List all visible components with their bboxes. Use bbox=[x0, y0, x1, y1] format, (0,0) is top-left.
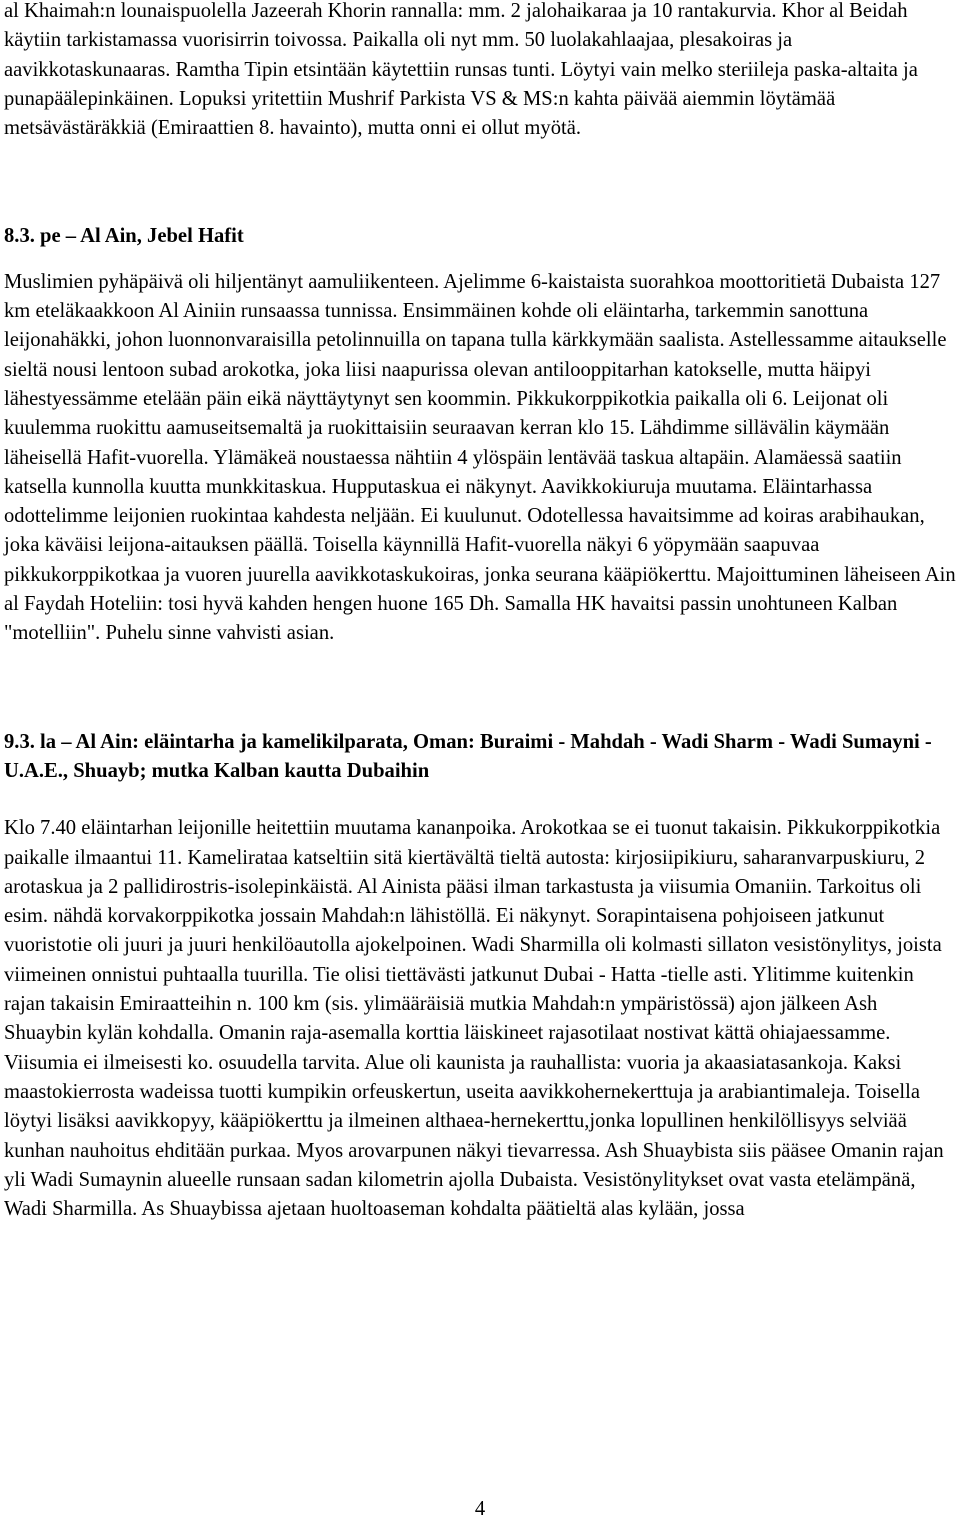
section-body-9-3: Klo 7.40 eläintarhan leijonille heitettiin muutama kananpoika. Arokotkaa se ei tuonut takaisin. Pikkukorppikotkia paikalle ilmaantui 11. Kamelirataa katseltiin sitä kiertävältä tieltä autosta: kirjosiipikiuru, saharanvarpuskiuru, 2 arotaskua ja 2 pallidirostris-isolepinkäistä. Al Ainista pääsi ilman tarkastusta ja viisumia Omaniin. Tarkoitus oli esim. nähdä korvakorppikotka jossain Mahdah:n lähistöllä. Ei näkynyt. Sorapintaisena pohjoiseen jatkunut vuoristotie oli juuri ja juuri henkilöautolla ajokelpoinen. Wadi Sharmilla oli kolmasti sillaton vesistönylitys, joista viimeinen onnistui puhtaalla tuurilla. Tie olisi tiettävästi jatkunut Dubai - Hatta -tielle asti. Ylitimme kuitenkin rajan takaisin Emiraatteihin n. 100 km (sis. ylimääräisiä mutkia Mahdah:n ympäristössä) ajon jälkeen Ash Shuaybin kylän kohdalla. Omanin raja-asemalla korttia läiskineet rajasotilaat nostivat kättä ohiajaessamme. Viisumia ei ilmeisesti ko. osuudella tarvita. Alue oli kaunista ja rauhallista: vuoria ja akaasiatasankoja. Kaksi maastokierrosta wadeissa tuotti kumpikin orfeuskertun, useita aavikkohernekerttuja ja arabiantimaleja. Toisella löytyi lisäksi aavikkopyy, kääpiökerttu ja ilmeinen althaea-hernekerttu,jonka lopullinen henkilöllisyys selviää kunhan nauhoitus ehditään purkaa. Myos arovarpunen näkyi tievarressa. Ash Shuaybista siis pääsee Omanin rajan yli Wadi Sumaynin alueelle runsaan sadan kilometrin ajolla Dubaista. Vesistönylitykset ovat vasta etelämpänä, Wadi Sharmilla. As Shuaybissa ajetaan huoltoaseman kohdalta päätieltä alas kylään, jossa bbox=[4, 817, 944, 1221]
intro-paragraph: al Khaimah:n lounaispuolella Jazeerah Khorin rannalla: mm. 2 jalohaikaraa ja 10 rantakurvia. Khor al Beidah käytiin tarkistamassa vuorisirrin toivossa. Paikalla oli nyt mm. 50 luolakahlaajaa, plesakoiras ja aavikkotaskunaaras. Ramtha Tipin etsintään käytettiin runsas tunti. Löytyi vain melko steriileja paska-altaita ja punapäälepinkäinen. Lopuksi yritettiin Mushrif Parkista VS & MS:n kahta päivää aiemmin löytämää metsävästäräkkiä (Emiraattien 8. havainto), mutta onni ei ollut myötä. bbox=[4, 0, 918, 140]
section-body-8-3: Muslimien pyhäpäivä oli hiljentänyt aamuliikenteen. Ajelimme 6-kaistaista suorahkoa moottoritietä Dubaista 127 km eteläkaakkoon Al Ainiin runsaassa tunnissa. Ensimmäinen kohde oli eläintarha, tarkemmin sanottuna leijonahäkki, johon luonnonvaraisilla petolinnuilla on tapana tulla kärkkymään saalista. Astellessamme aitaukselle sieltä nousi lentoon subad arokotka, joka liisi naapurissa olevan antilooppitarhan katokselle, mutta häipyi lähestyessämme etelään päin eikä näyttäytynyt sen koommin. Pikkukorppikotkia paikalla oli 6. Leijonat oli kuulemma ruokittu aamuseitsemaltä ja ruokittaisiin seuraavan kerran klo 15. Lähdimme sillävälin käymään läheisellä Hafit-vuorella. Ylämäkeä noustaessa nähtiin 4 ylöspäin lentävää taskua altapäin. Alamäessä saatiin katsella kunnolla kuutta munkkitaskua. Hupputaskua ei näkynyt. Aavikkokiuruja muutama. Eläintarhassa odottelimme leijonien ruokintaa kahdesta neljään. Ei kuulunut. Odotellessa havaitsimme ad koiras arabihaukan, joka käväisi leijona-aitauksen päällä. Toisella käynnillä Hafit-vuorella näkyi 6 yöpymään saapuvaa pikkukorppikotkaa ja vuoren juurella aavikkotaskukoiras, jonka seurana kääpiökerttu. Majoittuminen läheiseen Ain al Faydah Hoteliin: tosi hyvä kahden hengen huone 165 Dh. Samalla HK havaitsi passin unohtuneen Kalban "motelliin". Puhelu sinne vahvisti asian. bbox=[4, 270, 956, 645]
page-number: 4 bbox=[474, 1498, 486, 1520]
section-heading-8-3: 8.3. pe – Al Ain, Jebel Hafit bbox=[4, 225, 244, 248]
section-heading-9-3: 9.3. la – Al Ain: eläintarha ja kamelikilparata, Oman: Buraimi - Mahdah - Wadi Sharm - Wadi Sumayni - U.A.E., Shuayb; mutka Kalban kautta Dubaihin bbox=[4, 730, 932, 782]
document-page bbox=[4, 0, 956, 1224]
